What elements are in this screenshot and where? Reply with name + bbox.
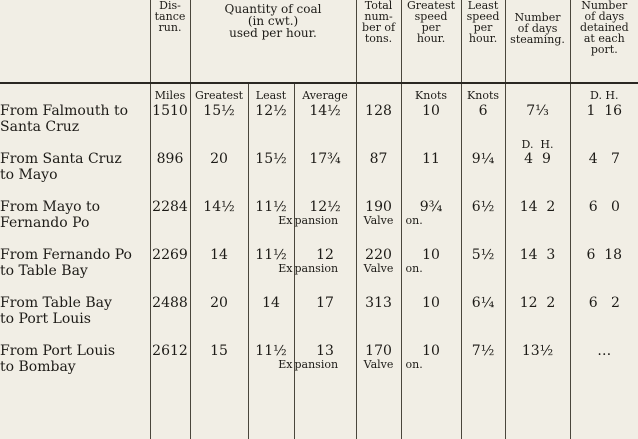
note-on: on.: [405, 214, 423, 227]
detained-cell: 6 18: [586, 247, 623, 263]
lspeed-cell: 6½: [471, 199, 495, 215]
table-row: [0, 151, 638, 199]
knots-unit: Knots: [467, 89, 500, 102]
total-cell: 313: [365, 295, 392, 311]
note-ex: Ex: [278, 214, 293, 227]
least-cell: 14: [262, 295, 280, 311]
least-cell: 11½: [255, 247, 287, 263]
table-row: [0, 295, 638, 343]
route-cell: From Falmouth to Santa Cruz: [0, 103, 129, 135]
detained-cell: 6 2: [588, 295, 620, 311]
greatest-unit: Greatest: [194, 89, 244, 102]
average-unit: Average: [302, 89, 348, 102]
average-cell: 17: [316, 295, 334, 311]
distance-cell: 2284: [152, 199, 188, 215]
steaming-cell: 13½: [521, 343, 554, 359]
lspeed-cell: 9¼: [471, 151, 495, 167]
note-on: on.: [405, 358, 423, 371]
coal-header: Quantity of coal (in cwt.) used per hour.: [190, 0, 356, 83]
gspeed-cell: 11: [422, 151, 440, 167]
detained-cell: 4 7: [588, 151, 620, 167]
gspeed-cell: 10: [422, 247, 440, 263]
average-cell: 17¾: [309, 151, 341, 167]
detained-cell: …: [597, 343, 612, 359]
note-pansion: pansion: [294, 358, 339, 371]
average-cell: 13: [316, 343, 334, 359]
knots-unit: Knots: [415, 89, 448, 102]
least-cell: 15½: [255, 151, 287, 167]
gspeed-cell: 10: [422, 103, 440, 119]
note-valve: Valve: [363, 262, 394, 275]
route-header: [0, 0, 150, 83]
steaming-cell: 12 2: [519, 295, 556, 311]
total-cell: 190: [365, 199, 392, 215]
lspeed-cell: 7½: [471, 343, 495, 359]
note-on: on.: [405, 262, 423, 275]
note-pansion: pansion: [294, 214, 339, 227]
detained-cell: 6 0: [588, 199, 620, 215]
steaming-cell: 14 2: [519, 199, 556, 215]
distance-cell: 2612: [152, 343, 188, 359]
distance-cell: 1510: [152, 103, 188, 119]
average-cell: 14½: [309, 103, 341, 119]
total-tons-header: Total num- ber of tons.: [356, 0, 401, 83]
dh-unit: D. H.: [590, 89, 619, 102]
route-cell: From Port Louis to Bombay: [0, 343, 116, 375]
total-cell: 170: [365, 343, 392, 359]
distance-cell: 2269: [152, 247, 188, 263]
greatest-cell: 15½: [203, 103, 235, 119]
gspeed-cell: 10: [422, 295, 440, 311]
route-cell: From Santa Cruz to Mayo: [0, 151, 122, 183]
days-detained-header: Number of days detained at each port.: [570, 0, 638, 83]
steaming-cell: 4 9: [524, 151, 551, 167]
days-steaming-header: Number of days steaming.: [505, 0, 570, 83]
note-ex: Ex: [278, 358, 293, 371]
distance-header: Dis- tance run.: [150, 0, 190, 83]
least-cell: 12½: [255, 103, 287, 119]
distance-cell: 2488: [152, 295, 188, 311]
least-cell: 11½: [255, 199, 287, 215]
least-unit: Least: [255, 89, 287, 102]
gspeed-cell: 9¾: [419, 199, 443, 215]
table-row: [0, 343, 638, 391]
least-cell: 11½: [255, 343, 287, 359]
greatest-cell: 14½: [203, 199, 235, 215]
miles-unit: Miles: [154, 89, 186, 102]
lspeed-cell: 5½: [471, 247, 495, 263]
detained-cell: 1 16: [586, 103, 623, 119]
greatest-cell: 20: [210, 151, 228, 167]
note-pansion: pansion: [294, 262, 339, 275]
table-row: [0, 247, 638, 295]
note-valve: Valve: [363, 214, 394, 227]
route-cell: From Fernando Po to Table Bay: [0, 247, 132, 279]
route-cell: From Table Bay to Port Louis: [0, 295, 112, 327]
average-cell: 12: [316, 247, 334, 263]
steaming-cell: 14 3: [519, 247, 556, 263]
lspeed-cell: 6: [478, 103, 488, 119]
dh-unit: D. H.: [521, 138, 554, 151]
greatest-cell: 20: [210, 295, 228, 311]
table-footer-spacer: [0, 391, 638, 439]
steaming-cell: 7⅓: [526, 103, 549, 119]
greatest-speed-header: Greatest speed per hour.: [401, 0, 461, 83]
total-cell: 128: [365, 103, 392, 119]
note-valve: Valve: [363, 358, 394, 371]
total-cell: 220: [365, 247, 392, 263]
least-speed-header: Least speed per hour.: [461, 0, 505, 83]
greatest-cell: 15: [210, 343, 228, 359]
average-cell: 12½: [309, 199, 341, 215]
distance-cell: 896: [156, 151, 184, 167]
table-row: [0, 199, 638, 247]
route-cell: From Mayo to Fernando Po: [0, 199, 101, 231]
gspeed-cell: 10: [422, 343, 440, 359]
lspeed-cell: 6¼: [471, 295, 495, 311]
note-ex: Ex: [278, 262, 293, 275]
total-cell: 87: [369, 151, 388, 167]
greatest-cell: 14: [210, 247, 228, 263]
